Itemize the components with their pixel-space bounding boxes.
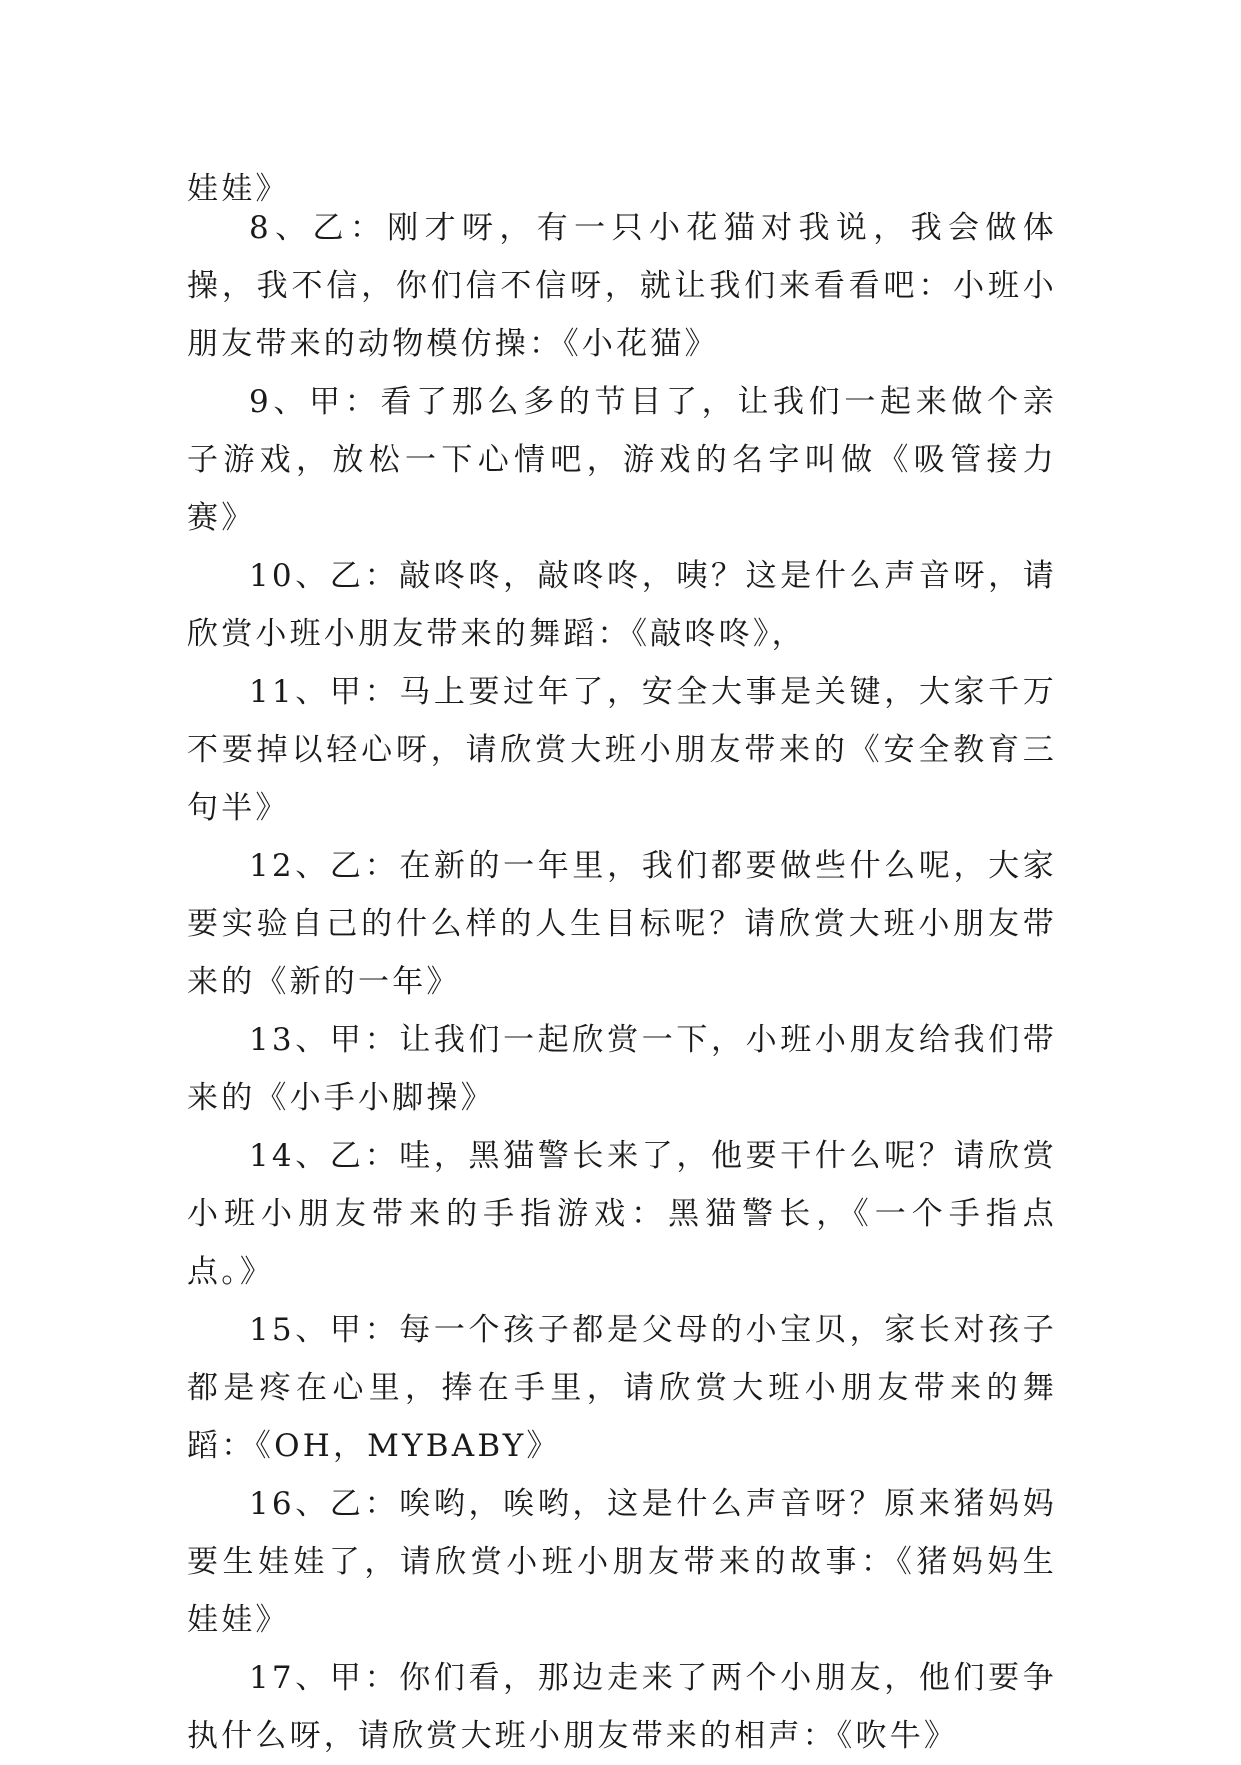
program-item-9: 9、甲：看了那么多的节目了，让我们一起来做个亲子游戏，放松一下心情吧，游戏的名字叫做《吸管接力赛》 [187,384,1057,536]
program-item-8: 8、乙：刚才呀，有一只小花猫对我说，我会做体操，我不信，你们信不信呀，就让我们来看看吧：小班小朋友带来的动物模仿操：《小花猫》 [187,210,1057,362]
continued-text: 娃娃》 [187,171,290,207]
program-item-12: 12、乙：在新的一年里，我们都要做些什么呢，大家要实验自己的什么样的人生目标呢？请欣赏大班小朋友带来的《新的一年》 [187,848,1057,1000]
program-item-11: 11、甲：马上要过年了，安全大事是关键，大家千万不要掉以轻心呀，请欣赏大班小朋友带来的《安全教育三句半》 [187,674,1057,826]
program-item-10: 10、乙：敲咚咚，敲咚咚，咦？这是什么声音呀，请欣赏小班小朋友带来的舞蹈：《敲咚咚》， [187,558,1057,652]
program-item-15: 15、甲：每一个孩子都是父母的小宝贝，家长对孩子都是疼在心里，捧在手里，请欣赏大班小朋友带来的舞蹈：《OH，MYBABY》 [187,1312,1057,1464]
program-item-16: 16、乙：唉哟，唉哟，这是什么声音呀？原来猪妈妈要生娃娃了，请欣赏小班小朋友带来的故事：《猪妈妈生娃娃》 [187,1486,1057,1638]
program-item-17: 17、甲：你们看，那边走来了两个小朋友，他们要争执什么呀，请欣赏大班小朋友带来的相声：《吹牛》 [187,1660,1057,1754]
program-list [187,199,1057,1765]
program-item-13: 13、甲：让我们一起欣赏一下，小班小朋友给我们带来的《小手小脚操》 [187,1022,1057,1116]
program-item-14: 14、乙：哇，黑猫警长来了，他要干什么呢？请欣赏小班小朋友带来的手指游戏：黑猫警长，《一个手指点点。》 [187,1138,1057,1290]
